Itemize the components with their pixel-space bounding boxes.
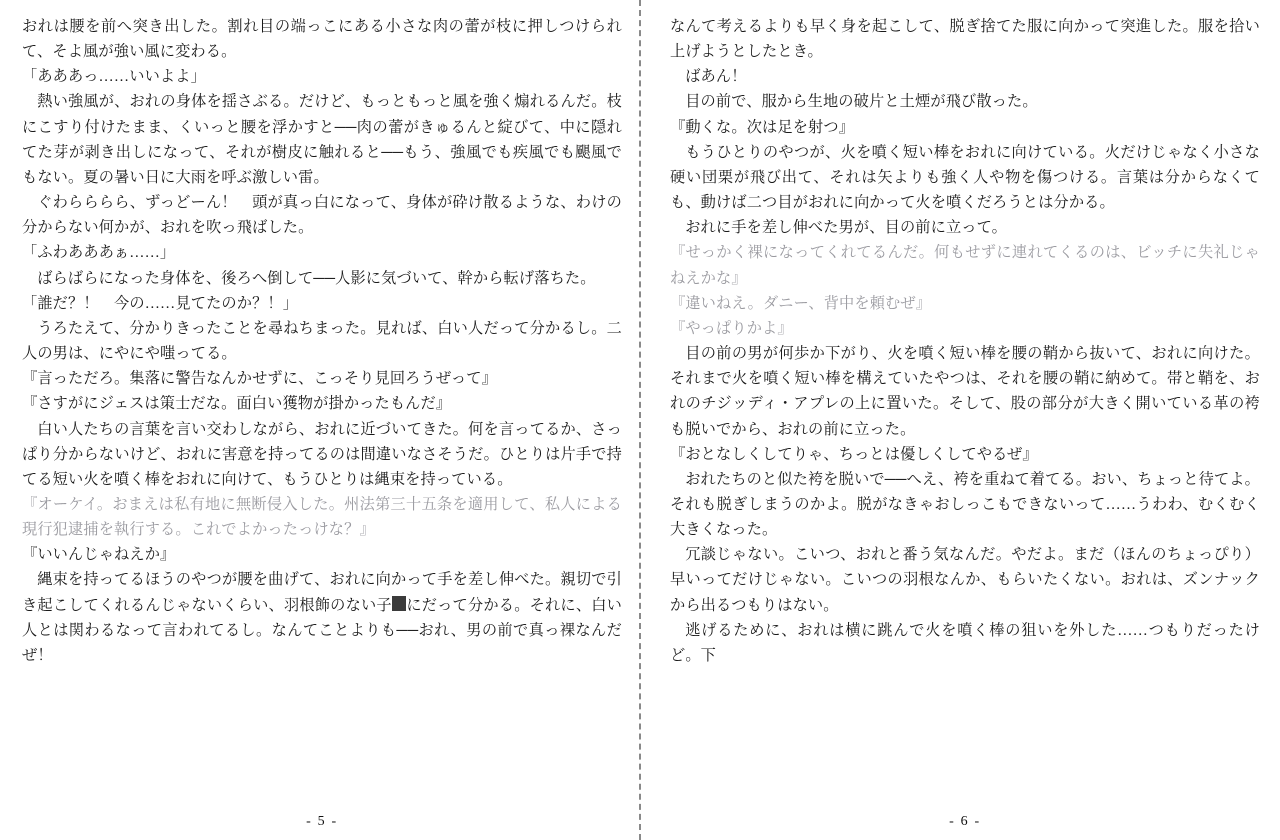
paragraph-dialogue: 「あああっ……いいよよ」 bbox=[22, 68, 206, 86]
paragraph-text-before: 縄束を持ってるほうのやつが腰を曲げて、おれに向かって手を差し伸べた。親切で引き起こしてくれるんじゃないくらい、羽根飾のない子 bbox=[22, 571, 622, 614]
paragraph-quote: 『おとなしくしてりゃ、ちっとは優しくしてやるぜ』 bbox=[670, 445, 1038, 463]
page-left-body bbox=[22, 14, 622, 808]
paragraph-dialogue: 「ふわあああぁ……」 bbox=[22, 244, 176, 262]
paragraph: おれは腰を前へ突き出した。割れ目の端っこにある小さな肉の蕾が枝に押しつけられて、そよ風が強い風に変わる。 bbox=[22, 18, 622, 61]
paragraph-dialogue: 「誰だ？！ 今の……見てたのか？！」 bbox=[22, 294, 299, 312]
paragraph: 目の前で、服から生地の破片と土煙が飛び散った。 bbox=[685, 93, 1038, 111]
page-number-right: - 6 - bbox=[949, 814, 981, 829]
paragraph: もうひとりのやつが、火を噴く短い棒をおれに向けている。火だけじゃなく小さな硬い団栗が飛び出て、それは矢よりも強く人や物を傷つける。言葉は分からなくても、動けば二つ目がおれに向かって火を噴くだろうとは分かる。 bbox=[670, 143, 1260, 212]
page-right-body bbox=[670, 14, 1260, 808]
paragraph: 白い人たちの言葉を言い交わしながら、おれに近づいてきた。何を言ってるか、さっぱり分からないけど、おれに害意を持ってるのは間違いなさそうだ。ひとりは片手で持てる短い火を噴く棒をおれに向けて、もうひとりは縄束を持っている。 bbox=[22, 420, 622, 488]
paragraph-quote: 『言っただろ。集落に警告なんかせずに、こっそり見回ろうぜって』 bbox=[22, 370, 497, 388]
paragraph: ぐわらららら、ずっどーん！ 頭が真っ白になって、身体が砕け散るような、わけの分からない何かが、おれを吹っ飛ばした。 bbox=[22, 194, 622, 237]
paragraph-quote-faint: 『オーケイ。おまえは私有地に無断侵入した。州法第三十五条を適用して、私人による現行犯逮捕を執行する。これでよかったっけな？』 bbox=[22, 495, 622, 539]
paragraph: ばあん！ bbox=[685, 68, 747, 86]
paragraph: 熱い強風が、おれの身体を揺さぶる。だけど、もっともっと風を強く煽れるんだ。枝にこすり付けたまま、くいっと腰を浮かすと──肉の蕾がきゅるんと綻びて、中に隠れてた芽が剥き出しになって、それが樹皮に触れると──もう、強風でも疾風でも颶風でもない。夏の暑い日に大雨を呼ぶ激しい雷。 bbox=[22, 93, 622, 186]
paragraph-quote: 『動くな。次は足を射つ』 bbox=[670, 118, 855, 136]
paragraph: おれたちのと似た袴を脱いで──へえ、袴を重ねて着てる。おい、ちょっと待てよ。それも脱ぎしまうのかよ。脱がなきゃおしっこもできないって……うわわ、むくむく大きくなった。 bbox=[670, 470, 1260, 539]
paragraph-quote-faint: 『せっかく裸になってくれてるんだ。何もせずに連れてくるのは、ビッチに失礼じゃねえかな』 bbox=[670, 244, 1260, 287]
paragraph: 冗談じゃない。こいつ、おれと番う気なんだ。やだよ。まだ（ほんのちょっぴり）早いってだけじゃない。こいつの羽根なんか、もらいたくない。おれは、ズンナックから出るつもりはない。 bbox=[670, 546, 1260, 614]
paragraph-redacted bbox=[22, 567, 622, 668]
page-number-left: - 5 - bbox=[306, 814, 338, 829]
paragraph: 目の前の男が何歩か下がり、火を噴く短い棒を腰の鞘から抜いて、おれに向けた。それまで火を噴く短い棒を構えていたやつは、それを腰の鞘に納めて。帯と鞘を、おれのチジッディ・アプレの上に置いた。そして、股の部分が大きく開いている革の袴も脱いでから、おれの前に立った。 bbox=[670, 345, 1260, 438]
paragraph: ばらばらになった身体を、後ろへ倒して──人影に気づいて、幹から転げ落ちた。 bbox=[37, 269, 596, 287]
paragraph: 逃げるために、おれは横に跳んで火を噴く棒の狙いを外した……つもりだったけど。下 bbox=[670, 621, 1260, 664]
paragraph-quote: 『いいんじゃねえか』 bbox=[22, 546, 176, 564]
paragraph-text-after: にだって分かる。それに、白い人とは関わるなって言われてるし。なんてことよりも──おれ、男の前で真っ裸なんだぜ！ bbox=[22, 596, 622, 664]
paragraph-quote: 『さすがにジェスは策士だな。面白い獲物が掛かったもんだ』 bbox=[22, 395, 452, 413]
paragraph-quote-faint: 『違いねえ。ダニー、背中を頼むぜ』 bbox=[670, 294, 932, 312]
paragraph: うろたえて、分かりきったことを尋ねちまった。見れば、白い人だって分かるし。二人の男は、にやにや嗤ってる。 bbox=[22, 319, 622, 363]
paragraph: おれに手を差し伸べた男が、目の前に立って。 bbox=[685, 219, 1008, 237]
redaction-block-icon bbox=[392, 596, 406, 610]
page-right bbox=[640, 0, 1280, 840]
paragraph: なんて考えるよりも早く身を起こして、脱ぎ捨てた服に向かって突進した。服を拾い上げようとしたとき。 bbox=[670, 18, 1260, 61]
paragraph-quote-faint: 『やっぱりかよ』 bbox=[670, 319, 793, 337]
